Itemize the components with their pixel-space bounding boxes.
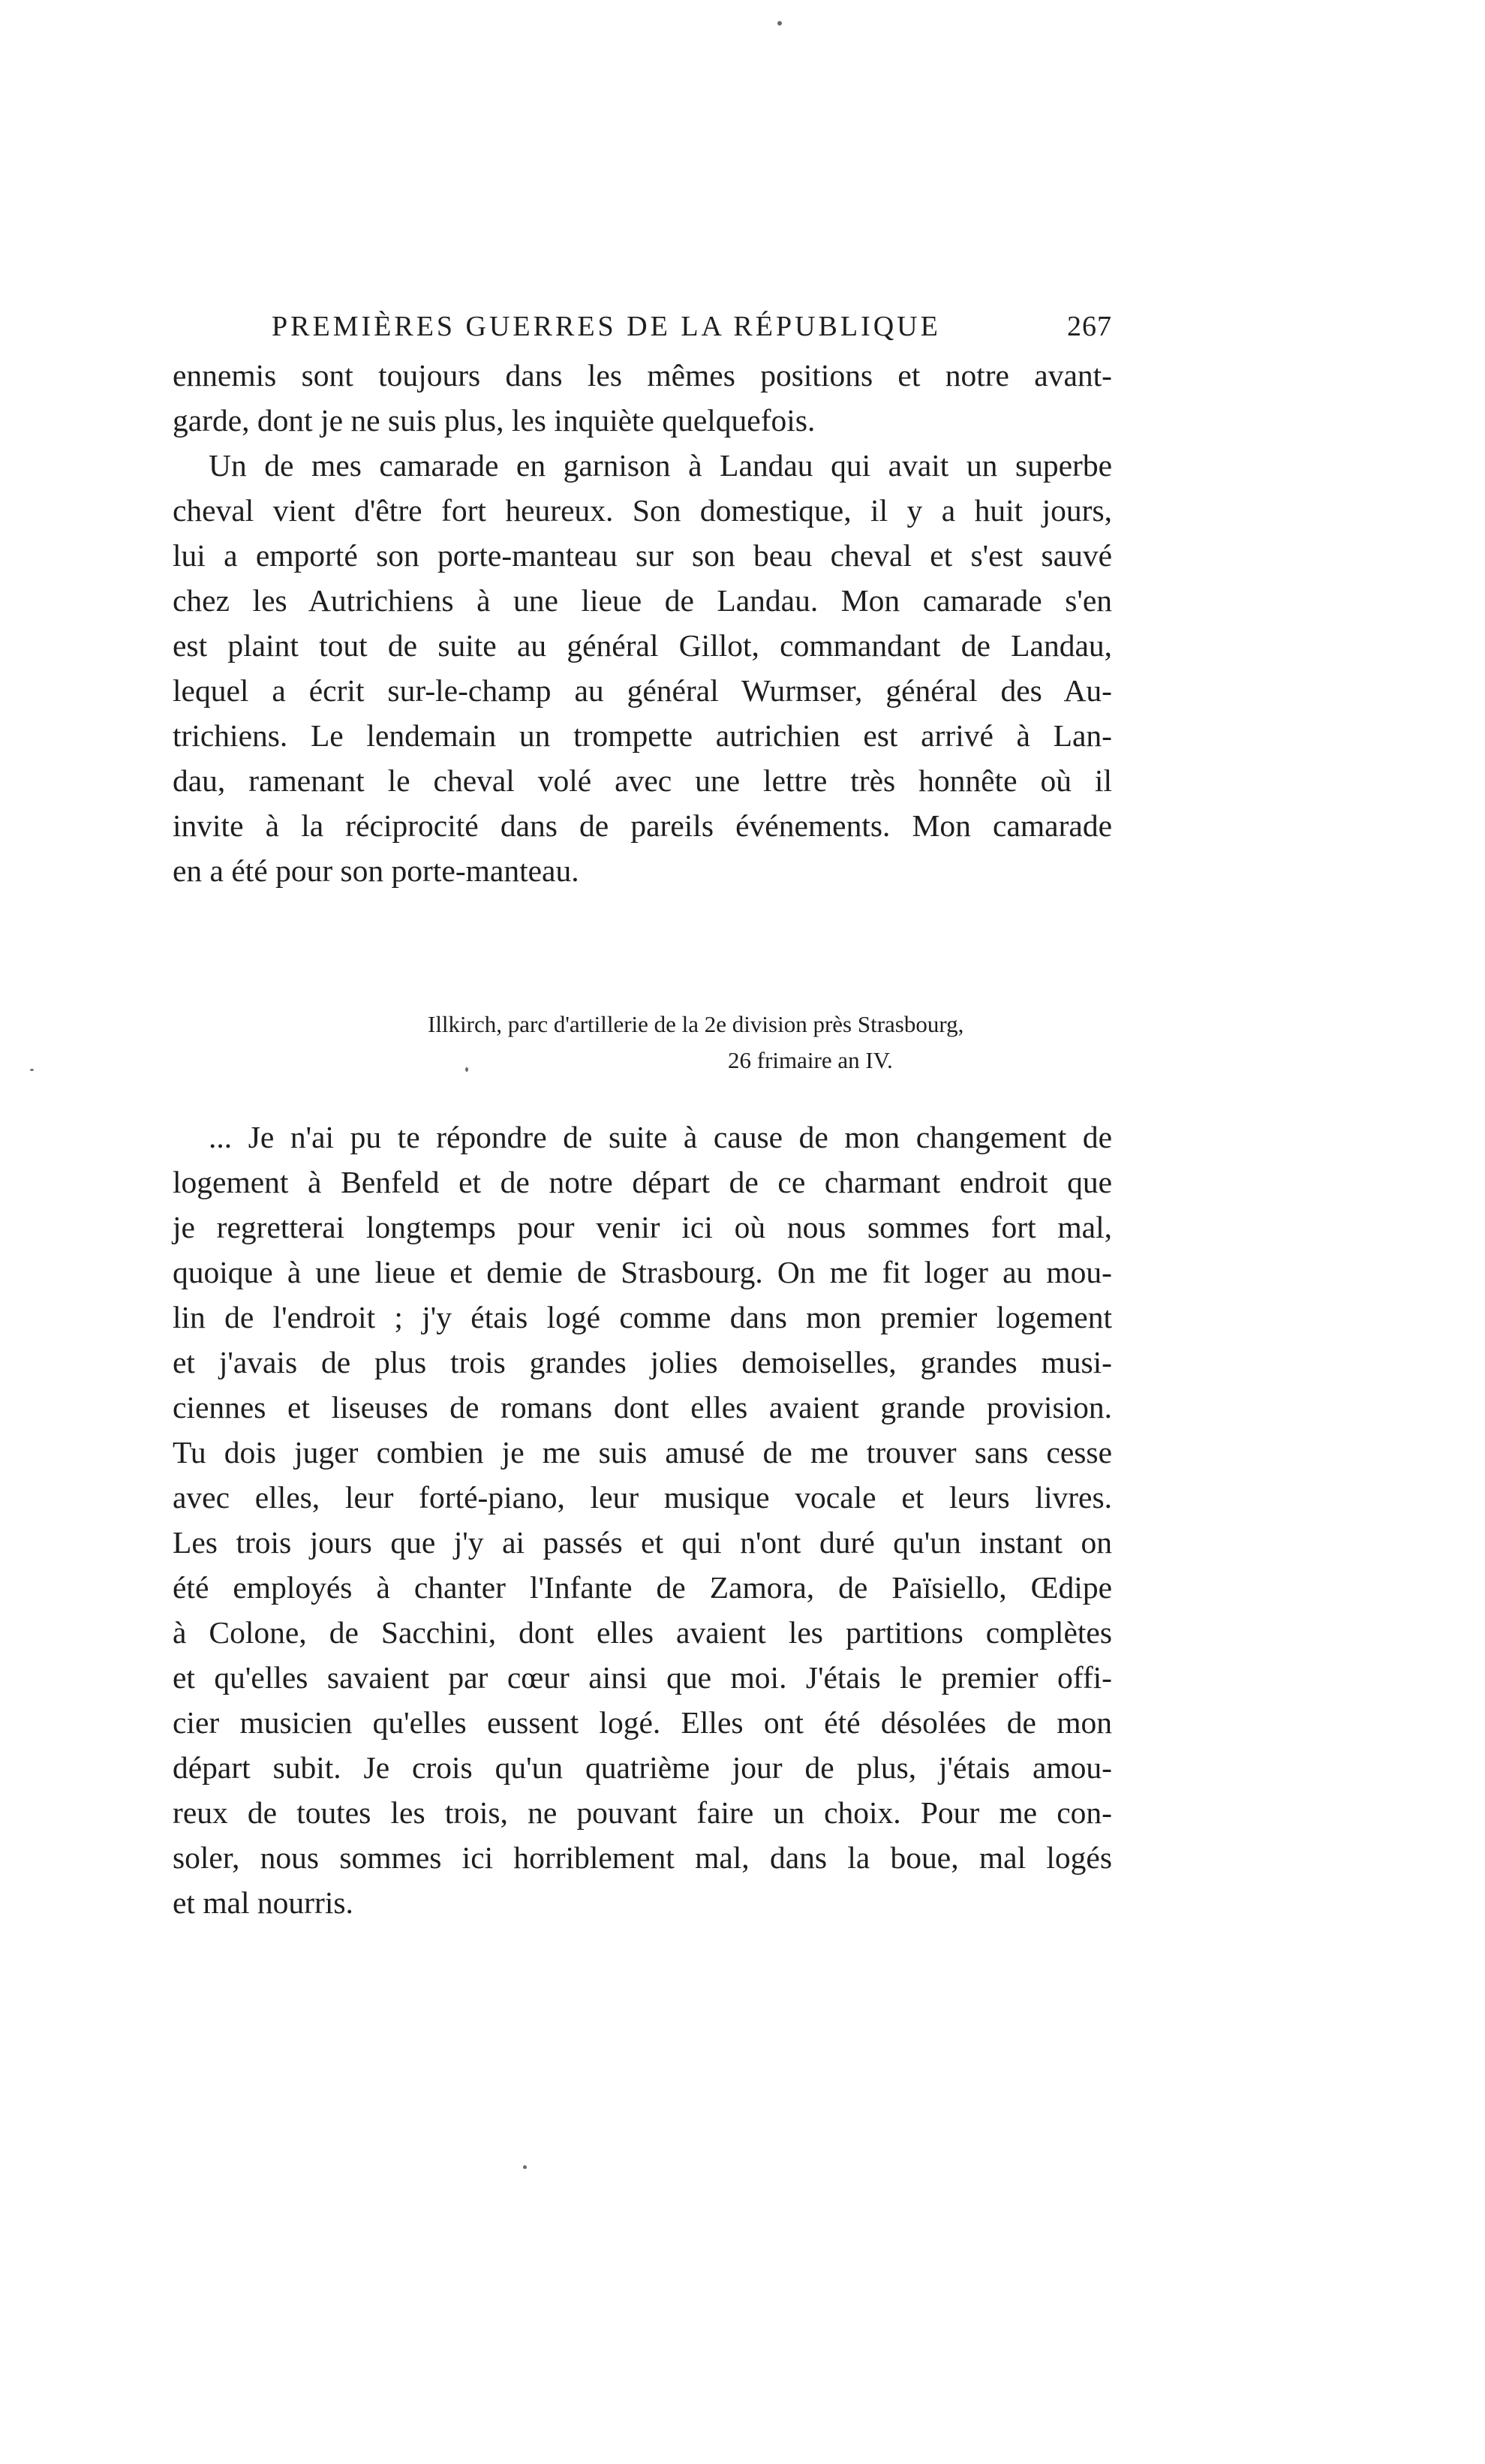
letter-dateline bbox=[428, 1008, 1112, 1083]
print-speck bbox=[523, 2165, 527, 2169]
text-line: garde, dont je ne suis plus, les inquiète quelquefois. bbox=[173, 403, 816, 438]
text-line: reux de toutes les trois, ne pouvant faire un choix. Pour me con- bbox=[173, 1795, 1112, 1830]
running-header bbox=[272, 304, 1112, 349]
text-line: chez les Autrichiens à une lieue de Landau. Mon camarade s'en bbox=[173, 583, 1112, 618]
text-line: et qu'elles savaient par cœur ainsi que moi. J'étais le premier offi- bbox=[173, 1660, 1112, 1695]
text-line: lui a emporté son porte-manteau sur son beau cheval et s'est sauvé bbox=[173, 538, 1112, 573]
text-line: en a été pour son porte-manteau. bbox=[173, 853, 579, 888]
text-line: ... Je n'ai pu te répondre de suite à cause de mon changement de bbox=[209, 1120, 1112, 1154]
text-line: je regretterai longtemps pour venir ici où nous sommes fort mal, bbox=[173, 1210, 1112, 1244]
text-line: dau, ramenant le cheval volé avec une lettre très honnête où il bbox=[173, 763, 1112, 798]
letter-body-2 bbox=[173, 1115, 1112, 1925]
text-line: quoique à une lieue et demie de Strasbourg. On me fit loger au mou- bbox=[173, 1255, 1112, 1289]
text-line: ciennes et liseuses de romans dont elles avaient grande provision. bbox=[173, 1390, 1112, 1425]
text-line: Tu dois juger combien je me suis amusé de me trouver sans cesse bbox=[173, 1435, 1112, 1470]
print-speck bbox=[30, 1069, 34, 1071]
print-speck bbox=[777, 21, 782, 26]
text-line: Un de mes camarade en garnison à Landau qui avait un superbe bbox=[209, 448, 1112, 483]
text-line: départ subit. Je crois qu'un quatrième jour de plus, j'étais amou- bbox=[173, 1750, 1112, 1785]
dateline-place: Illkirch, parc d'artillerie de la 2e division près Strasbourg, bbox=[428, 1011, 964, 1037]
text-line: invite à la réciprocité dans de pareils événements. Mon camarade bbox=[173, 808, 1112, 843]
text-line: ennemis sont toujours dans les mêmes positions et notre avant- bbox=[173, 358, 1112, 393]
text-line: avec elles, leur forté-piano, leur musique vocale et leurs livres. bbox=[173, 1480, 1112, 1515]
text-line: et j'avais de plus trois grandes jolies demoiselles, grandes musi- bbox=[173, 1345, 1112, 1379]
text-line: cheval vient d'être fort heureux. Son domestique, il y a huit jours, bbox=[173, 493, 1112, 528]
text-line: logement à Benfeld et de notre départ de ce charmant endroit que bbox=[173, 1165, 1112, 1199]
text-line: trichiens. Le lendemain un trompette autrichien est arrivé à Lan- bbox=[173, 718, 1112, 753]
letter-body-1 bbox=[173, 353, 1112, 893]
text-line: lin de l'endroit ; j'y étais logé comme dans mon premier logement bbox=[173, 1300, 1112, 1334]
dateline-date: 26 frimaire an IV. bbox=[728, 1047, 893, 1073]
text-line: est plaint tout de suite au général Gillot, commandant de Landau, bbox=[173, 628, 1112, 663]
text-line: cier musicien qu'elles eussent logé. Elles ont été désolées de mon bbox=[173, 1705, 1112, 1740]
text-line: lequel a écrit sur-le-champ au général Wurmser, général des Au- bbox=[173, 673, 1112, 708]
page-number: 267 bbox=[1067, 311, 1112, 342]
running-title: PREMIÈRES GUERRES DE LA RÉPUBLIQUE bbox=[272, 311, 941, 342]
text-line: et mal nourris. bbox=[173, 1885, 353, 1920]
text-line: été employés à chanter l'Infante de Zamora, de Païsiello, Œdipe bbox=[173, 1570, 1112, 1605]
text-line: Les trois jours que j'y ai passés et qui n'ont duré qu'un instant on bbox=[173, 1525, 1112, 1560]
text-line: à Colone, de Sacchini, dont elles avaient les partitions complètes bbox=[173, 1615, 1112, 1650]
text-line: soler, nous sommes ici horriblement mal, dans la boue, mal logés bbox=[173, 1840, 1112, 1875]
